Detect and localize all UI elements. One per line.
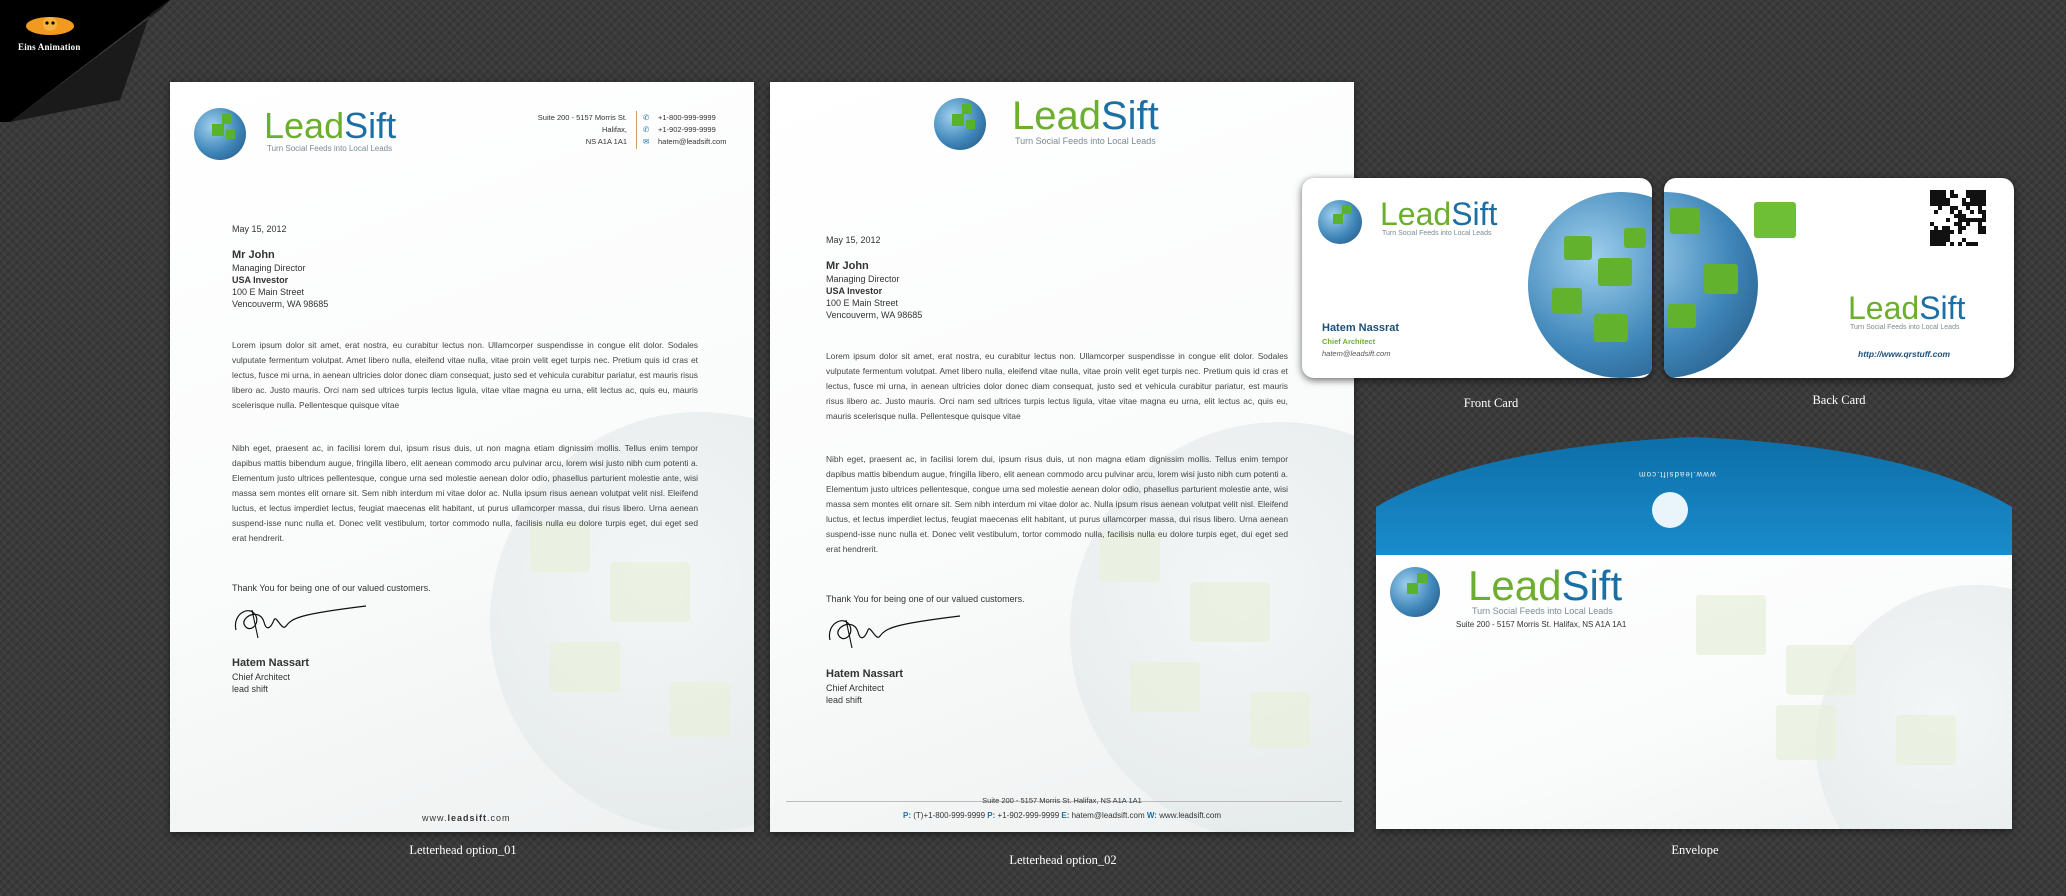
recipient-city: Vencouverm, WA 98685 bbox=[826, 310, 923, 320]
fax-text: +1-902-999-9999 bbox=[658, 125, 716, 134]
logo-wordmark: LeadSift bbox=[1012, 94, 1159, 138]
fax-icon: ✆ bbox=[643, 125, 650, 134]
address-line-3: NS A1A 1A1 bbox=[585, 137, 627, 146]
logo-tagline: Turn Social Feeds into Local Leads bbox=[1015, 136, 1156, 146]
logo-wordmark: LeadSift bbox=[1380, 196, 1498, 232]
body-paragraph-1: Lorem ipsum dolor sit amet, erat nostra, eu curabitur lectus non. Ullamcorper suspendisse in congue elit dolor. Sodales vulputate fermentum volutpat. Amet libero nulla, eleifend vitae nulla, vitae proin velit eget turpis nec. Pretium quis id cras et lectus, fusce mi urna, in aenean ultricies dolor donec diam consequat, justo sed et vehicula curabitur pariatur, est mauris risus libero ac. Justo mauris. Orci nam sed ultrices turpis lectus ligula, vitae vitae magna eu urna, elit lectus ac, quis eu, mauris scelerisque nulla. Pellentesque quisque vitae bbox=[826, 351, 1288, 421]
recipient-name: Mr John bbox=[826, 260, 869, 272]
flap-url: www.leadsift.com bbox=[1638, 470, 1716, 479]
envelope bbox=[1376, 555, 2012, 829]
recipient-company: USA Investor bbox=[232, 275, 289, 285]
globe-watermark bbox=[1816, 585, 2012, 829]
flap-globe-icon bbox=[1652, 492, 1688, 528]
caption-envelope: Envelope bbox=[1671, 843, 1719, 857]
logo-tagline: Turn Social Feeds into Local Leads bbox=[1850, 324, 1960, 331]
logo-globe-icon bbox=[1318, 200, 1362, 244]
recipient-name: Mr John bbox=[232, 249, 275, 261]
recipient-street: 100 E Main Street bbox=[232, 287, 305, 297]
corner-badge bbox=[0, 0, 170, 122]
logo-wordmark: LeadSift bbox=[1848, 290, 1966, 326]
email-icon: ✉ bbox=[643, 137, 650, 146]
sender-name: Hatem Nassart bbox=[826, 668, 904, 680]
thanks-line: Thank You for being one of our valued customers. bbox=[232, 583, 431, 593]
recipient-title: Managing Director bbox=[232, 263, 306, 273]
letterhead-option-1 bbox=[170, 82, 754, 832]
caption-letterhead-1: Letterhead option_01 bbox=[409, 843, 517, 857]
sender-company: lead shift bbox=[826, 695, 863, 705]
thanks-line: Thank You for being one of our valued customers. bbox=[826, 594, 1025, 604]
contact-divider bbox=[636, 111, 637, 149]
front-card bbox=[1302, 178, 1652, 378]
qr-code-icon bbox=[1930, 190, 1986, 246]
logo-globe-icon bbox=[1390, 567, 1440, 617]
logo-wordmark: LeadSift bbox=[1468, 562, 1623, 609]
body-paragraph-1: Lorem ipsum dolor sit amet, erat nostra, eu curabitur lectus non. Ullamcorper suspendisse in congue elit dolor. Sodales vulputate fermentum volutpat. Amet libero nulla, eleifend vitae nulla, vitae proin velit eget turpis nec. Pretium quis id cras et lectus, fusce mi urna, in aenean ultricies dolor donec diam consequat, justo sed et vehicula curabitur pariatur, est mauris risus libero ac. Justo mauris. Orci nam sed ultrices turpis lectus ligula, vitae vitae magna eu urna, elit lectus ac, quis eu, mauris scelerisque nulla. Pellentesque quisque vitae bbox=[232, 340, 698, 410]
body-paragraph-2: Nibh eget, praesent ac, in facilisi lorem dui, ipsum risus duis, ut non magna etiam dignissim mollis. Tellus enim tempor dapibus mattis bibendum augue, fringilla libero, elit aenean commodo arcu pulvinar arcu, lorem wisi justo nibh cum potenti a. Elementum justo ultrices pellentesque, congue urna sed molestie aenean dolor odio, phasellus parturient molestie ante, wisi massa sem montes elit ornare sit. Sem nibh interdum mi vitae dolor ac. Nulla ipsum risus aenean volutpat velit nisl. Eleifend luctus, et lectus imperdiet lectus, feugiat maecenas elit habitant, ut purus ullamcorper massa, dui risus libero. Urna aenean suspend-isse nunc nulla et. Donec velit vestibulum, tortor commodo nulla, facilisis nulla eu dolore turpis eget, dui eget sed erat hendrerit. bbox=[232, 443, 698, 543]
recipient-street: 100 E Main Street bbox=[826, 298, 899, 308]
address-line-2: Halifax, bbox=[601, 125, 627, 134]
sender-name: Hatem Nassart bbox=[232, 657, 310, 669]
signature bbox=[230, 600, 370, 642]
logo-globe-icon bbox=[934, 98, 986, 150]
signature bbox=[824, 610, 964, 652]
recipient-company: USA Investor bbox=[826, 286, 883, 296]
footer-address: Suite 200 - 5157 Morris St. Halifax, NS A1A 1A1 bbox=[982, 796, 1142, 805]
footer-contacts: P: (T)+1-800-999-9999 P: +1-902-999-9999 E: hatem@leadsift.com W: www.leadsift.com bbox=[903, 811, 1221, 820]
recipient-title: Managing Director bbox=[826, 274, 900, 284]
card-globe-icon bbox=[1528, 192, 1652, 378]
card-title: Chief Architect bbox=[1322, 337, 1376, 346]
envelope-address: Suite 200 - 5157 Morris St. Halifax, NS A1A 1A1 bbox=[1456, 620, 1627, 629]
sender-title: Chief Architect bbox=[826, 683, 885, 693]
address-line-1: Suite 200 - 5157 Morris St. bbox=[537, 113, 627, 122]
footer-website: www.leadsift.com bbox=[422, 813, 511, 823]
body-paragraph-2: Nibh eget, praesent ac, in facilisi lorem dui, ipsum risus duis, ut non magna etiam dignissim mollis. Tellus enim tempor dapibus mattis bibendum augue, fringilla libero, elit aenean commodo arcu pulvinar arcu, lorem wisi justo nibh cum potenti a. Elementum justo ultrices pellentesque, congue urna sed molestie aenean dolor odio, phasellus parturient molestie ante, wisi massa sem montes elit ornare sit. Sem nibh interdum mi vitae dolor ac. Nulla ipsum risus aenean volutpat velit nisl. Eleifend luctus, et lectus imperdiet lectus, feugiat maecenas elit habitant, ut purus ullamcorper massa, dui risus libero. Urna aenean suspend-isse nunc nulla et. Donec velit vestibulum, tortor commodo nulla, facilisis nulla eu dolore turpis eget, dui eget sed erat hendrerit. bbox=[826, 454, 1288, 554]
recipient-city: Vencouverm, WA 98685 bbox=[232, 299, 329, 309]
email-text: hatem@leadsift.com bbox=[658, 137, 727, 146]
caption-letterhead-2: Letterhead option_02 bbox=[1009, 853, 1117, 867]
logo-tagline: Turn Social Feeds into Local Leads bbox=[1472, 606, 1613, 616]
letter-date: May 15, 2012 bbox=[232, 224, 287, 234]
logo-tagline: Turn Social Feeds into Local Leads bbox=[1382, 230, 1492, 237]
envelope-flap bbox=[1376, 437, 2012, 555]
sender-title: Chief Architect bbox=[232, 672, 291, 682]
sender-company: lead shift bbox=[232, 684, 269, 694]
caption-front-card: Front Card bbox=[1463, 396, 1519, 410]
card-name: Hatem Nassrat bbox=[1322, 322, 1400, 334]
back-card bbox=[1664, 178, 2014, 378]
phone-icon: ✆ bbox=[643, 113, 650, 122]
letter-date: May 15, 2012 bbox=[826, 235, 881, 245]
phone-text: +1-800-999-9999 bbox=[658, 113, 716, 122]
logo-globe-icon bbox=[194, 108, 246, 160]
badge-text: Eins Animation bbox=[18, 42, 81, 52]
card-email: hatem@leadsift.com bbox=[1322, 349, 1391, 358]
caption-back-card: Back Card bbox=[1812, 393, 1866, 407]
logo-tagline: Turn Social Feeds into Local Leads bbox=[267, 144, 393, 153]
logo-wordmark: LeadSift bbox=[264, 105, 397, 146]
letterhead-option-2 bbox=[770, 82, 1354, 832]
card-url[interactable]: http://www.qrstuff.com bbox=[1858, 349, 1951, 359]
